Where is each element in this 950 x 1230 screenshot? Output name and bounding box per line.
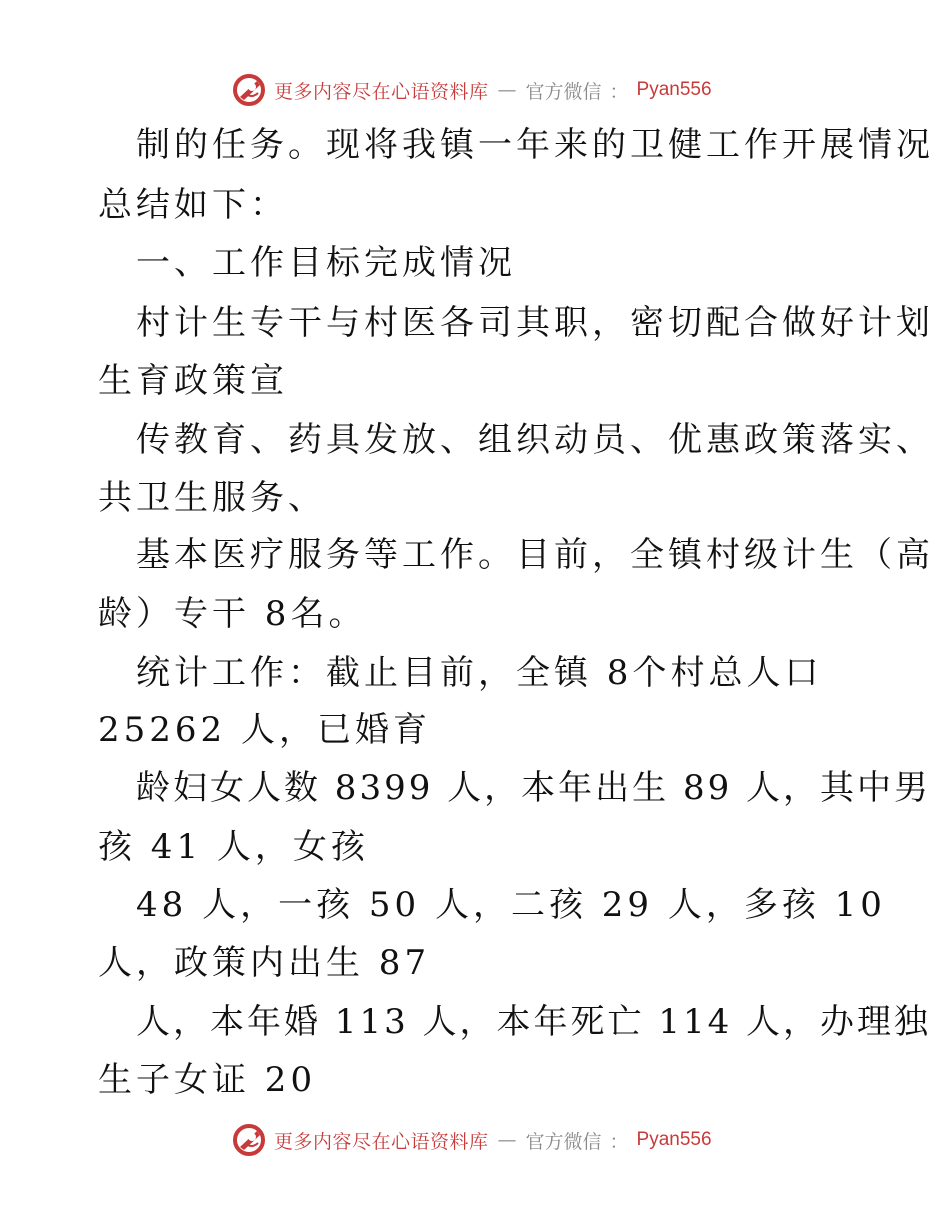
text-line: 制的任务。现将我镇一年来的卫健工作开展情况 xyxy=(136,125,934,165)
official-wechat-label: 官方微信 xyxy=(525,1130,602,1153)
text-line: 村计生专干与村医各司其职，密切配合做好计划 xyxy=(136,303,934,343)
watermark-dash: — xyxy=(497,79,517,101)
watermark-dash: — xyxy=(497,1129,517,1151)
text-line: 25262 人，已婚育 xyxy=(98,710,431,750)
wechat-id: Pyan556 xyxy=(636,1129,712,1150)
watermark-colon: ： xyxy=(609,80,629,103)
text-line: 基本医疗服务等工作。目前，全镇村级计生（高 xyxy=(136,535,934,575)
watermark-colon: ： xyxy=(609,1130,629,1153)
footer-watermark xyxy=(232,1120,712,1160)
watermark-text: 更多内容尽在心语资料库 xyxy=(274,80,489,103)
logo-icon xyxy=(232,1123,266,1157)
watermark-text: 更多内容尽在心语资料库 xyxy=(274,1130,489,1153)
text-line: 共卫生服务、 xyxy=(98,478,326,518)
text-line: 传教育、药具发放、组织动员、优惠政策落实、 xyxy=(136,420,934,460)
text-line: 生育政策宣 xyxy=(98,361,288,401)
text-line: 总结如下： xyxy=(98,185,288,225)
section-heading: 一、工作目标完成情况 xyxy=(136,243,516,283)
text-line: 人，政策内出生 87 xyxy=(98,943,431,983)
text-line: 生子女证 20 xyxy=(98,1060,317,1100)
text-line: 龄）专干 8名。 xyxy=(98,594,367,634)
text-line: 孩 41 人，女孩 xyxy=(98,827,369,867)
wechat-id: Pyan556 xyxy=(636,79,712,100)
official-wechat-label: 官方微信 xyxy=(525,80,602,103)
text-line: 人，本年婚 113 人，本年死亡 114 人，办理独 xyxy=(136,1002,932,1042)
text-line: 龄妇女人数 8399 人，本年出生 89 人，其中男 xyxy=(136,768,932,808)
text-line: 48 人，一孩 50 人，二孩 29 人，多孩 10 xyxy=(136,885,886,925)
text-line: 统计工作：截止目前，全镇 8个村总人口 xyxy=(136,653,823,693)
